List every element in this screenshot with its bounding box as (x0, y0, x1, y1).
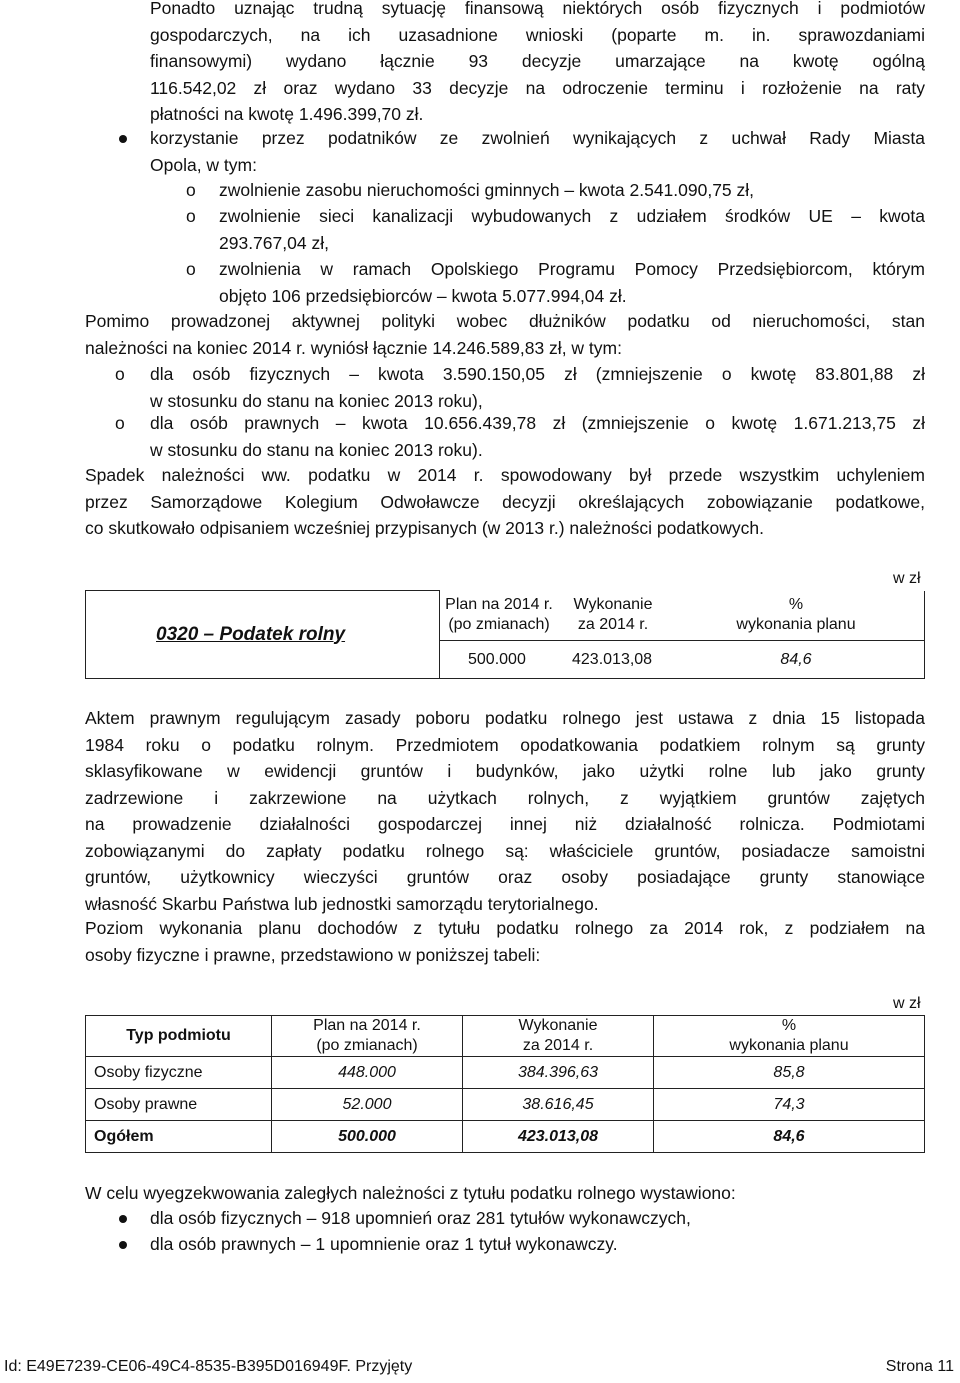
header-line: Wykonanie (518, 1017, 598, 1034)
text-line: zwolnienie zasobu nieruchomości gminnych – kwota 2.541.090,75 zł, (219, 180, 755, 200)
text-line: płatności na kwotę 1.496.399,70 zł. (150, 104, 424, 124)
text-line: osoby fizyczne i prawne, przedstawiono w poniższej tabeli: (85, 944, 541, 965)
header-line: (po zmianach) (316, 1037, 418, 1054)
row-wyk: 38.616,45 (463, 1089, 654, 1121)
text-line: 293.767,04 zł, (219, 232, 329, 253)
text-line: własność Skarbu Państwa lub jednostki samorządu terytorialnego. (85, 893, 599, 914)
circle-bullet-icon: o (186, 259, 196, 279)
header-line: Wykonanie (573, 596, 653, 614)
text-line: zwolnienie sieci kanalizacji wybudowanych z udziałem środków UE – kwota (219, 206, 925, 226)
header-line: Plan na 2014 r. (445, 596, 553, 614)
circle-bullet-icon: o (115, 364, 125, 384)
text-line: gospodarczych, na ich uzasadnione wnioski (poparte m. in. sprawozdaniami (150, 24, 925, 45)
row-name: Ogółem (86, 1121, 272, 1153)
text-line: sklasyfikowane w ewidencji gruntów i budynków, jako użytki rolne lub jako grunty (85, 761, 925, 781)
section-cell (86, 591, 440, 679)
text-line: na prowadzenie działalności gospodarczej innej niż działalność rolnicza. Podmiotami (85, 814, 925, 834)
text-line: dla osób fizycznych – kwota 3.590.150,05 zł (zmniejszenie o kwotę 83.801,88 zł (150, 364, 925, 384)
row-name: Osoby prawne (86, 1089, 272, 1121)
text-line: zwolnienia w ramach Opolskiego Programu Pomocy Przedsiębiorcom, którym (219, 259, 925, 279)
page-number: Strona 11 (885, 1358, 954, 1375)
row-pct: 85,8 (654, 1057, 925, 1089)
text-line: 1984 roku o podatku rolnym. Przedmiotem opodatkowania podatkiem rolnym są grunty (85, 734, 925, 755)
header-line: (po zmianach) (448, 616, 550, 634)
text-line: gruntów, użytkownicy wieczyści gruntów oraz osoby posiadające grunty stanowiące (85, 867, 925, 887)
header-line: wykonania planu (736, 616, 856, 634)
unit-label: w zł (893, 570, 921, 587)
intro-paragraph (150, 0, 925, 128)
header-line: za 2014 r. (522, 1037, 594, 1054)
bullet-item: dla osób fizycznych – 918 upomnień oraz 281 tytułów wykonawczych, (150, 1208, 691, 1228)
row-plan: 52.000 (272, 1089, 463, 1121)
col-pct-header (668, 591, 925, 641)
bullet-item: dla osób prawnych – 1 upomnienie oraz 1 tytuł wykonawczy. (150, 1234, 618, 1254)
header-pct (654, 1016, 925, 1057)
header-line: % (781, 1017, 797, 1034)
sub-item (219, 256, 925, 309)
header-line: wykonania planu (729, 1037, 849, 1054)
circle-bullet-icon: o (115, 413, 125, 433)
text-line: w stosunku do stanu na koniec 2013 roku), (150, 390, 483, 411)
sub-item (219, 203, 925, 256)
text-line: zobowiązanymi do zapłaty podatku rolnego są: właściciele gruntów, posiadacze samoistni (85, 840, 925, 861)
col-wyk-header (558, 591, 668, 641)
text-line: 116.542,02 zł oraz wydano 33 decyzje na odroczenie terminu i rozłożenie na raty (150, 77, 925, 98)
text-line: objęto 106 przedsiębiorców – kwota 5.077.994,04 zł. (219, 285, 627, 306)
text-line: Pomimo prowadzonej aktywnej polityki wobec dłużników podatku od nieruchomości, stan (85, 311, 925, 331)
header-typ: Typ podmiotu (86, 1016, 272, 1057)
plan-value: 500.000 (440, 641, 559, 679)
row-pct: 74,3 (654, 1089, 925, 1121)
row-name: Osoby fizyczne (86, 1057, 272, 1089)
breakdown-table (85, 1015, 925, 1153)
sub-item (150, 410, 925, 463)
text-line: zadrzewione i zakrzewione na użytkach rolnych, z wyjątkiem gruntów zajętych (85, 787, 925, 808)
row-plan: 500.000 (272, 1121, 463, 1153)
enforcement-paragraph (85, 1180, 925, 1207)
text-line: przez Samorządowe Kolegium Odwoławcze decyzji określających zobowiązanie podatkowe, (85, 491, 925, 512)
text-line: W celu wyegzekwowania zaległych należności z tytułu podatku rolnego wystawiono: (85, 1183, 736, 1203)
row-plan: 448.000 (272, 1057, 463, 1089)
bullet-icon (119, 1241, 127, 1249)
circle-bullet-icon: o (186, 206, 196, 226)
bullet-item-exemptions (150, 125, 925, 178)
text-line: dla osób prawnych – kwota 10.656.439,78 zł (zmniejszenie o kwotę 1.671.213,75 zł (150, 413, 925, 433)
sub-item (219, 177, 925, 204)
header-line: Plan na 2014 r. (313, 1017, 421, 1034)
header-line: za 2014 r. (577, 616, 649, 634)
table-row (86, 1089, 925, 1121)
circle-bullet-icon: o (186, 180, 196, 200)
unit-label: w zł (893, 995, 921, 1012)
text-line: Ponadto uznając trudną sytuację finansową niektórych osób fizycznych i podmiotów (150, 0, 925, 18)
document-id: Id: E49E7239-CE06-49C4-8535-B395D016949F. Przyjęty (4, 1358, 413, 1375)
text-line: Opola, w tym: (150, 154, 257, 175)
text-line: Spadek należności ww. podatku w 2014 r. spowodowany był przede wszystkim uchyleniem (85, 465, 925, 485)
section-label: 0320 – Podatek rolny (156, 623, 346, 645)
debt-paragraph (85, 308, 925, 361)
header-line: % (788, 596, 804, 614)
text-line: co skutkowało odpisaniem wcześniej przypisanych (w 2013 r.) należności podatkowych. (85, 518, 764, 538)
text-line: Poziom wykonania planu dochodów z tytułu podatku rolnego za 2014 rok, z podziałem na (85, 918, 925, 938)
text-line: należności na koniec 2014 r. wyniósł łącznie 14.246.589,83 zł, w tym: (85, 337, 622, 358)
sub-item (150, 361, 925, 414)
plan-level-paragraph (85, 915, 925, 968)
text-line: Aktem prawnym regulującym zasady poboru podatku rolnego jest ustawa z dnia 15 listopada (85, 708, 925, 728)
pct-value: 84,6 (668, 641, 925, 679)
row-wyk: 384.396,63 (463, 1057, 654, 1089)
bullet-icon (119, 135, 127, 143)
table-row (86, 1057, 925, 1089)
summary-table-rolny (85, 590, 925, 679)
text-line: w stosunku do stanu na koniec 2013 roku). (150, 439, 483, 460)
header-wyk (463, 1016, 654, 1057)
header-plan (272, 1016, 463, 1057)
row-pct: 84,6 (654, 1121, 925, 1153)
wyk-value: 423.013,08 (558, 641, 668, 679)
text-line: finansowymi) wydano łącznie 93 decyzje umarzające na kwotę ogólną (150, 51, 925, 71)
text-line: korzystanie przez podatników ze zwolnień wynikających z uchwał Rady Miasta (150, 128, 925, 148)
decrease-paragraph (85, 462, 925, 542)
row-wyk: 423.013,08 (463, 1121, 654, 1153)
legal-basis-paragraph (85, 705, 925, 917)
col-plan-header (440, 591, 559, 641)
table-row-total (86, 1121, 925, 1153)
bullet-icon (119, 1215, 127, 1223)
